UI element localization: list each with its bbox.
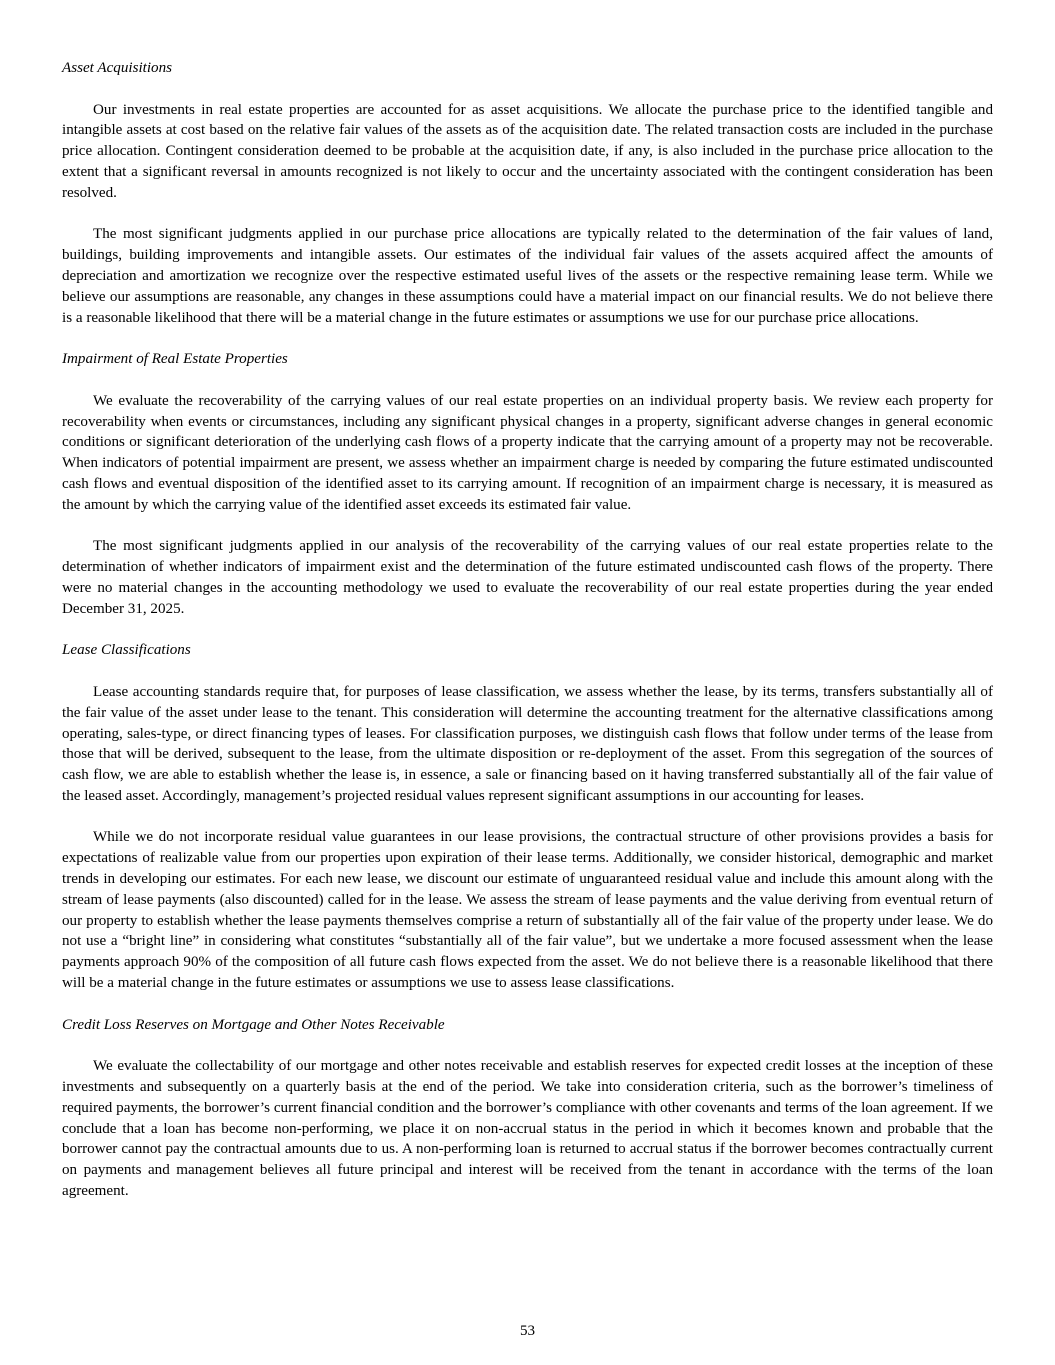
- section-heading-lease-classifications: Lease Classifications: [62, 642, 191, 659]
- paragraph: The most significant judgments applied in our purchase price allocations are typically related to the determination of the fair values of land, buildings, building improvements and intangible assets. Our estimates of the individual fair values of the assets acquired affect the amounts of depreciation and amortization we recognize over the respective estimated useful lives of the assets or the respective remaining lease term. While we believe our assumptions are reasonable, any changes in these assumptions could have a material impact on our financial results. We do not believe there is a reasonable likelihood that there will be a material change in the future estimates or assumptions we use for our purchase price allocations.: [62, 226, 993, 326]
- spacer: [62, 79, 993, 100]
- document-page: [62, 58, 993, 1202]
- spacer: [62, 1035, 993, 1056]
- spacer: [62, 994, 993, 1015]
- paragraph: Lease accounting standards require that, for purposes of lease classification, we assess whether the lease, by its terms, transfers substantially all of the fair value of the asset under lease to the tenant. This consideration will determine the accounting treatment for the alternative classifications among operating, sales-type, or direct financing types of leases. For classification purposes, we distinguish cash flows that follow under terms of the lease from those that will be derived, subsequent to the lease, from the ultimate disposition or re-deployment of the asset. From this segregation of the sources of cash flow, we are able to establish whether the lease is, in essence, a sale or financing based on it having transferred substantially all of the fair value of the leased asset. Accordingly, management’s projected residual values represent significant assumptions in our accounting for leases.: [62, 683, 993, 804]
- paragraph: Our investments in real estate properties are accounted for as asset acquisitions. We allocate the purchase price to the identified tangible and intangible assets at cost based on the relative fair values of the assets as of the acquisition date. The related transaction costs are included in the purchase price allocation. Contingent consideration deemed to be probable at the acquisition date, if any, is also included in the purchase price allocation to the extent that a significant reversal in amounts recognized is not likely to occur and the uncertainty associated with the contingent consideration has been resolved.: [62, 101, 993, 201]
- paragraph: The most significant judgments applied in our analysis of the recoverability of the carrying values of our real estate properties relate to the determination of whether indicators of impairment exist and the determination of the future estimated undiscounted cash flows of the property. There were no material changes in the accounting methodology we used to evaluate the recoverability of our real estate properties during the year ended December 31, 2025.: [62, 538, 993, 617]
- section-heading-credit-loss-reserves: Credit Loss Reserves on Mortgage and Other Notes Receivable: [62, 1016, 445, 1033]
- spacer: [62, 620, 993, 641]
- spacer: [62, 661, 993, 682]
- page-number: 53: [519, 1323, 536, 1339]
- spacer: [62, 370, 993, 391]
- paragraph: We evaluate the collectability of our mortgage and other notes receivable and establish reserves for expected credit losses at the inception of these investments and subsequently on a quarterly basis at the end of the period. We take into consideration criteria, such as the borrower’s timeliness of required payments, the borrower’s current financial condition and the borrower’s compliance with other covenants and terms of the loan agreement. If we conclude that a loan has become non-performing, we place it on non-accrual status in the period in which it becomes known and probable that the borrower cannot pay the contractual amounts due to us. A non-performing loan is returned to accrual status if the borrower becomes contractually current on payments and management believes all future principal and interest will be received from the tenant in accordance with the terms of the loan agreement.: [62, 1058, 993, 1200]
- spacer: [62, 807, 993, 828]
- paragraph: We evaluate the recoverability of the carrying values of our real estate properties on an individual property basis. We review each property for recoverability when events or circumstances, including any significant physical changes in a property, significant adverse changes in general economic conditions or significant deterioration of the underlying cash flows of a property indicate that the carrying amount of a property may not be recoverable. When indicators of potential impairment are present, we assess whether an impairment charge is needed by comparing the future estimated undiscounted cash flows and eventual disposition of the identified asset to its carrying amount. If recognition of an impairment charge is necessary, it is measured as the amount by which the carrying value of the identified asset exceeds its estimated fair value.: [62, 392, 993, 513]
- section-heading-asset-acquisitions: Asset Acquisitions: [62, 60, 172, 76]
- spacer: [62, 204, 993, 225]
- spacer: [62, 516, 993, 537]
- section-heading-impairment: Impairment of Real Estate Properties: [62, 351, 288, 368]
- spacer: [62, 328, 993, 349]
- paragraph: While we do not incorporate residual value guarantees in our lease provisions, the contractual structure of other provisions provides a basis for expectations of realizable value from our properties upon expiration of their lease terms. Additionally, we consider historical, demographic and market trends in developing our estimates. For each new lease, we discount our estimate of unguaranteed residual value and include this amount along with the stream of lease payments (also discounted) called for in the lease. We assess the stream of lease payments and the value deriving from eventual return of our property to establish whether the lease payments themselves comprise a return of substantially all of the fair value of the property under lease. We do not use a “bright line” in considering what constitutes “substantially all of the fair value”, but we undertake a more focused assessment when the lease payments approach 90% of the composition of all future cash flows expected from the asset. We do not believe there is a reasonable likelihood that there will be a material change in the future estimates or assumptions we use to assess lease classifications.: [62, 829, 993, 992]
